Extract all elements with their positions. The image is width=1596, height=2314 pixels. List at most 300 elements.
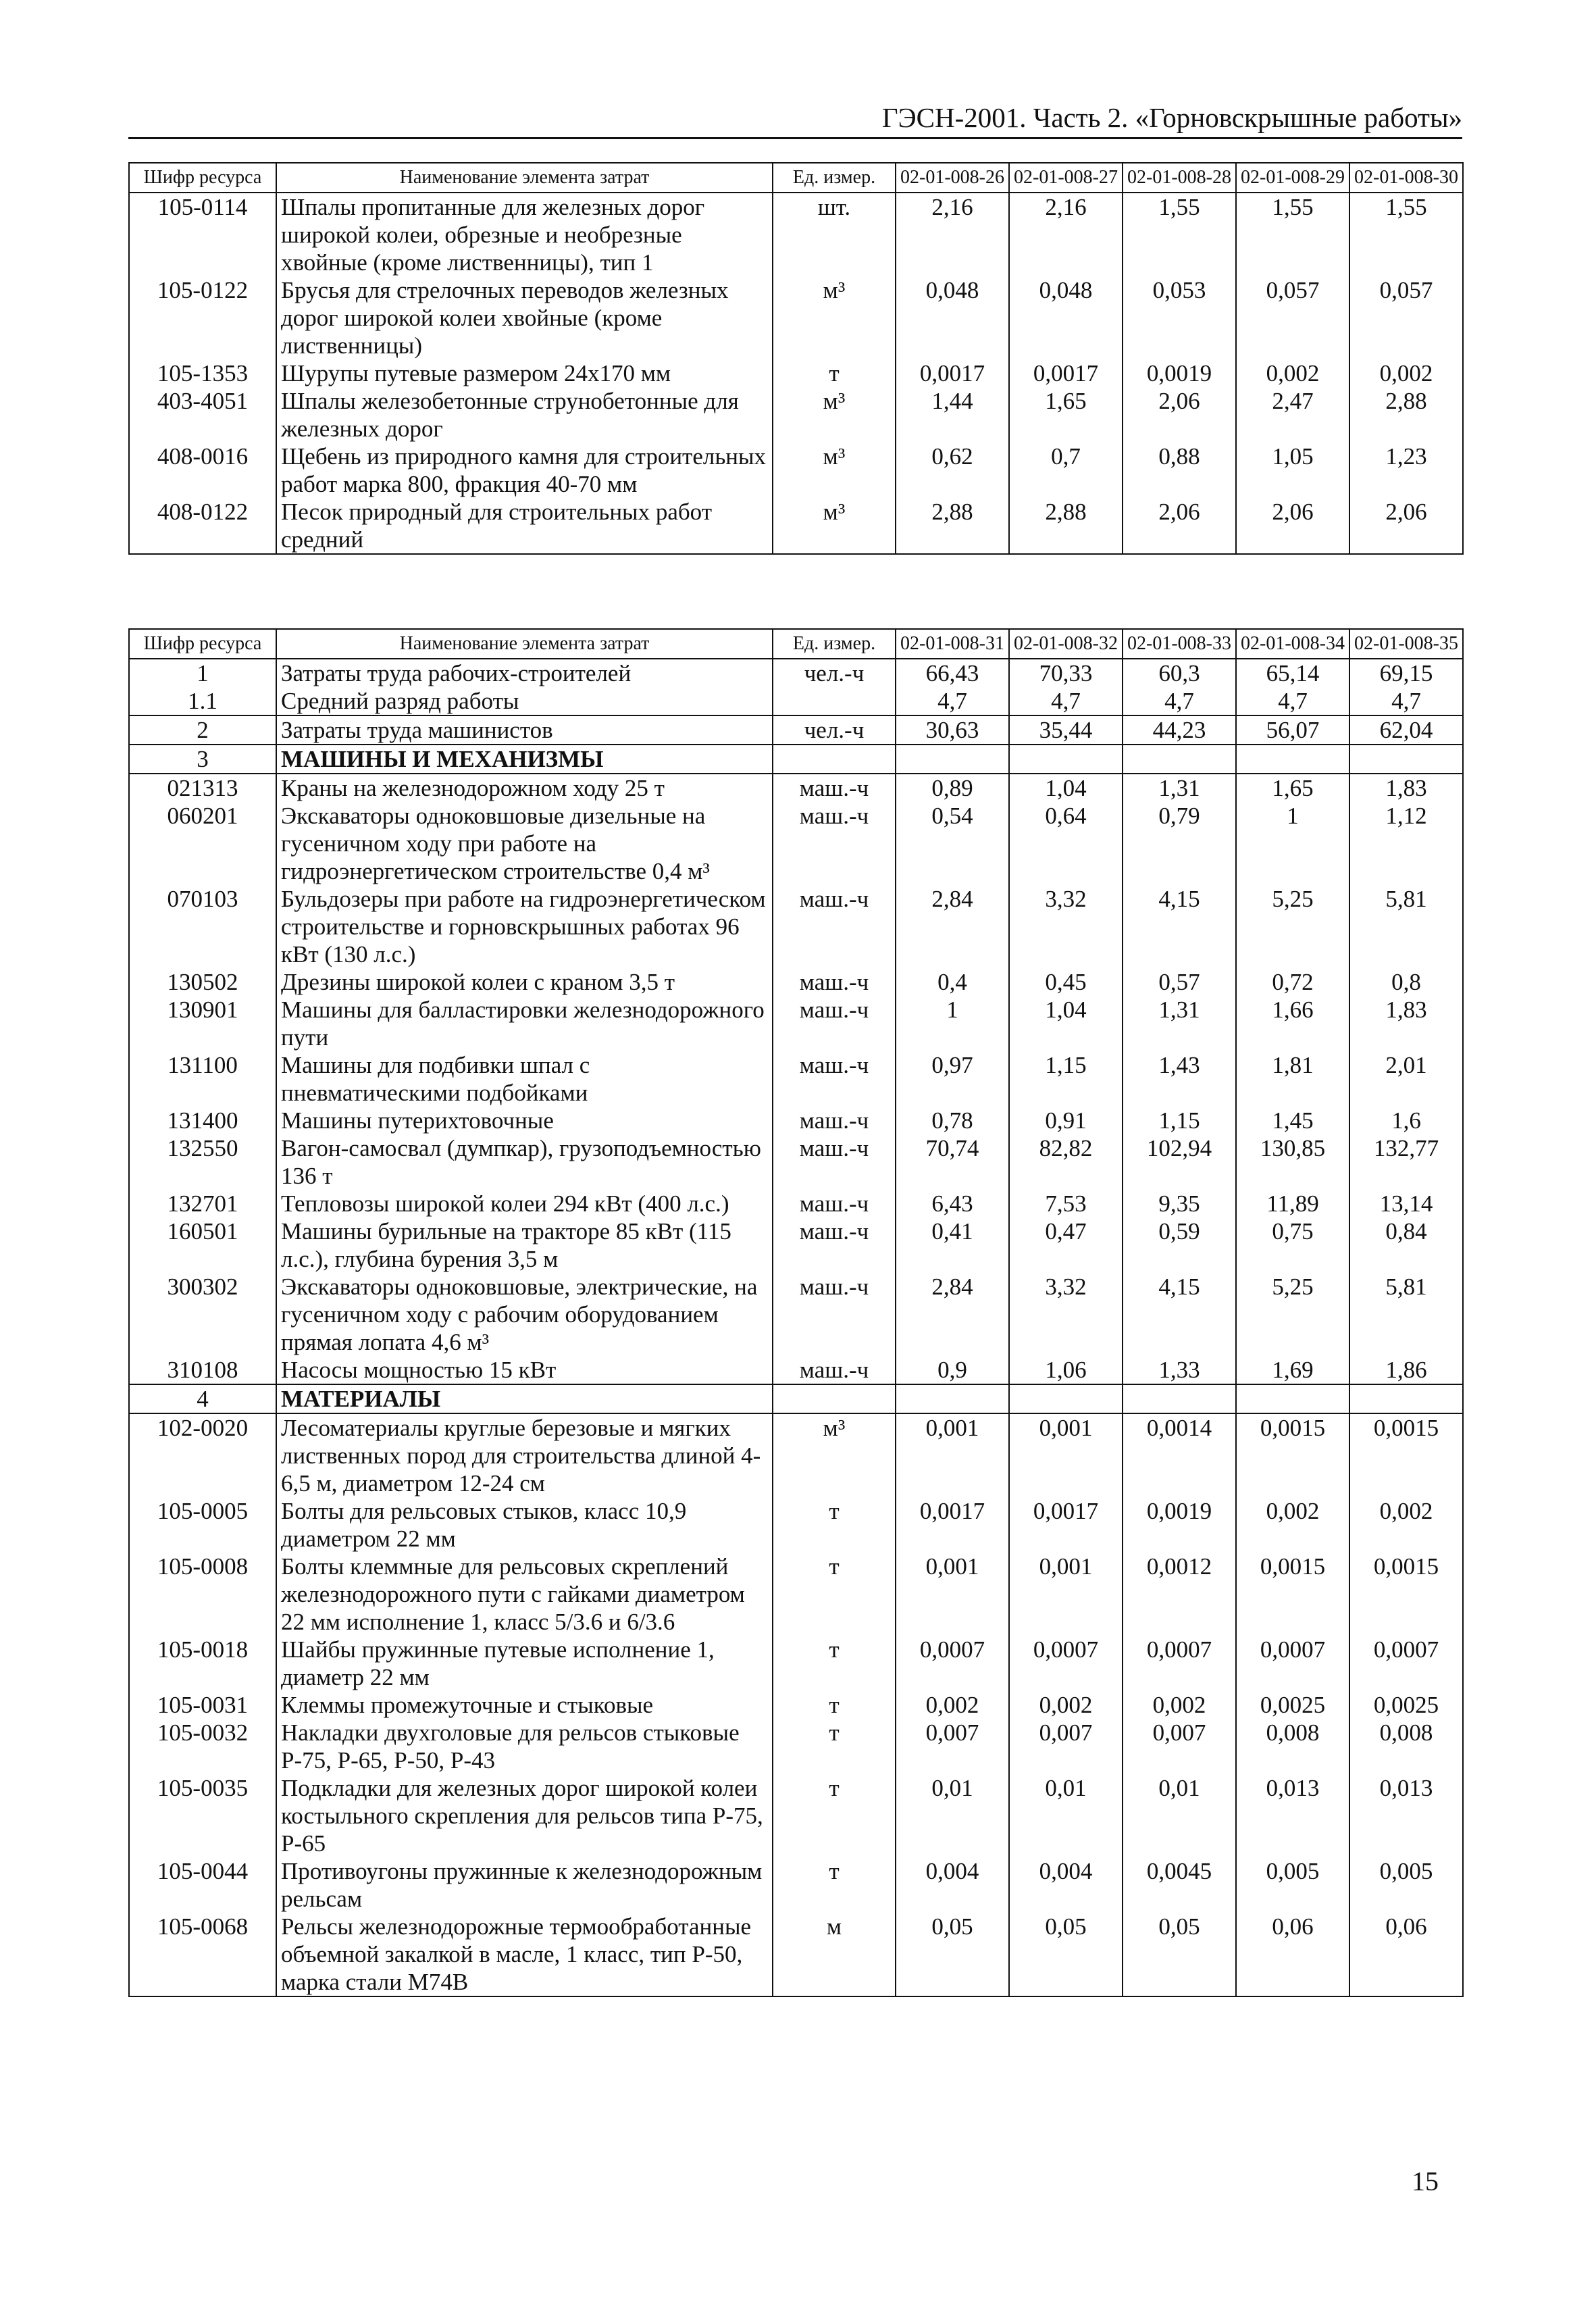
resource-value: 1,12 (1349, 802, 1463, 885)
resource-value: 2,84 (896, 1273, 1009, 1356)
resource-code: 105-0068 (129, 1913, 276, 1996)
resource-value: 0,88 (1123, 443, 1236, 498)
resource-value: 0,002 (896, 1691, 1009, 1719)
table-row (129, 443, 1463, 498)
table-row (129, 1553, 1463, 1636)
table-row (129, 359, 1463, 387)
resource-value: 60,3 (1123, 659, 1236, 687)
resource-value: 0,57 (1123, 968, 1236, 996)
resource-unit: маш.-ч (773, 774, 896, 802)
resource-value: 0,0015 (1349, 1413, 1463, 1497)
resource-value: 1,65 (1236, 774, 1349, 802)
resource-value: 0,007 (896, 1719, 1009, 1774)
resource-value: 3,32 (1009, 885, 1123, 968)
resource-value (1123, 1384, 1236, 1413)
table-row (129, 1497, 1463, 1553)
resource-value: 1,83 (1349, 774, 1463, 802)
resource-value: 0,0025 (1349, 1691, 1463, 1719)
resource-value: 7,53 (1009, 1190, 1123, 1217)
resource-code: 1.1 (129, 687, 276, 715)
resource-value: 82,82 (1009, 1134, 1123, 1190)
resource-value: 1,45 (1236, 1107, 1349, 1134)
resource-value: 0,45 (1009, 968, 1123, 996)
resource-value (1236, 745, 1349, 774)
table-row (129, 1190, 1463, 1217)
resource-code: 105-1353 (129, 359, 276, 387)
resource-value: 1,33 (1123, 1356, 1236, 1384)
header-col: 02-01-008-35 (1349, 629, 1463, 659)
table-row (129, 1913, 1463, 1996)
resource-name: Подкладки для железных дорог широкой колеи костыльного скрепления для рельсов типа Р-75, Р-65 (276, 1774, 773, 1857)
resource-code: 060201 (129, 802, 276, 885)
table-row (129, 276, 1463, 359)
resource-unit: чел.-ч (773, 715, 896, 745)
table-row (129, 1134, 1463, 1190)
table-row (129, 1691, 1463, 1719)
table-row (129, 1636, 1463, 1691)
resource-name: Насосы мощностью 15 кВт (276, 1356, 773, 1384)
resource-name: Бульдозеры при работе на гидроэнергетическом строительстве и горновскрышных работах 96 кВт (130 л.с.) (276, 885, 773, 968)
resource-value: 0,008 (1236, 1719, 1349, 1774)
resource-value: 2,88 (896, 498, 1009, 554)
resource-unit: м³ (773, 443, 896, 498)
resource-value: 1,15 (1009, 1051, 1123, 1107)
resource-value: 6,43 (896, 1190, 1009, 1217)
resource-value: 0,0007 (1236, 1636, 1349, 1691)
resource-value: 4,15 (1123, 885, 1236, 968)
resource-unit: маш.-ч (773, 1134, 896, 1190)
resource-unit: маш.-ч (773, 1190, 896, 1217)
resource-unit: т (773, 1719, 896, 1774)
resource-value: 0,8 (1349, 968, 1463, 996)
resource-unit (773, 745, 896, 774)
resource-name: Экскаваторы одноковшовые дизельные на гусеничном ходу при работе на гидроэнергетическом строительстве 0,4 м³ (276, 802, 773, 885)
resource-name: Шайбы пружинные путевые исполнение 1, диаметр 22 мм (276, 1636, 773, 1691)
resource-value: 0,002 (1349, 1497, 1463, 1553)
resource-value: 0,64 (1009, 802, 1123, 885)
resource-code: 300302 (129, 1273, 276, 1356)
resource-code: 131100 (129, 1051, 276, 1107)
resource-unit: т (773, 1774, 896, 1857)
resource-value (896, 745, 1009, 774)
resource-value: 65,14 (1236, 659, 1349, 687)
header-col: 02-01-008-29 (1236, 163, 1349, 193)
resource-value: 2,88 (1349, 387, 1463, 443)
header-col: 02-01-008-31 (896, 629, 1009, 659)
resource-value: 30,63 (896, 715, 1009, 745)
header-code: Шифр ресурса (129, 163, 276, 193)
resource-value: 0,0007 (1123, 1636, 1236, 1691)
section-row (129, 1384, 1463, 1413)
resource-name: Тепловозы широкой колеи 294 кВт (400 л.с.) (276, 1190, 773, 1217)
resource-value: 0,91 (1009, 1107, 1123, 1134)
resource-value: 0,06 (1349, 1913, 1463, 1996)
resource-value: 1,04 (1009, 774, 1123, 802)
resource-name: МАШИНЫ И МЕХАНИЗМЫ (276, 745, 773, 774)
resource-name: Вагон-самосвал (думпкар), грузоподъемностью 136 т (276, 1134, 773, 1190)
resource-value: 0,002 (1349, 359, 1463, 387)
resource-value: 4,7 (896, 687, 1009, 715)
header-code: Шифр ресурса (129, 629, 276, 659)
resource-unit: т (773, 1497, 896, 1553)
resource-value: 0,0007 (1009, 1636, 1123, 1691)
header-name: Наименование элемента затрат (276, 163, 773, 193)
resource-value: 0,05 (896, 1913, 1009, 1996)
resource-value: 44,23 (1123, 715, 1236, 745)
resource-unit (773, 1384, 896, 1413)
table-row (129, 996, 1463, 1051)
resource-value: 2,06 (1349, 498, 1463, 554)
resource-value: 0,01 (1009, 1774, 1123, 1857)
resource-code: 132701 (129, 1190, 276, 1217)
resource-name: Брусья для стрелочных переводов железных дорог широкой колеи хвойные (кроме лиственницы) (276, 276, 773, 359)
resource-name: Клеммы промежуточные и стыковые (276, 1691, 773, 1719)
table-row (129, 1356, 1463, 1384)
resource-code: 105-0044 (129, 1857, 276, 1913)
resource-value: 70,74 (896, 1134, 1009, 1190)
resource-unit: маш.-ч (773, 1356, 896, 1384)
header-col: 02-01-008-32 (1009, 629, 1123, 659)
resource-unit: маш.-ч (773, 1273, 896, 1356)
resource-unit: т (773, 359, 896, 387)
resource-code: 408-0016 (129, 443, 276, 498)
resource-code: 130901 (129, 996, 276, 1051)
resource-value: 0,005 (1236, 1857, 1349, 1913)
resource-value: 0,002 (1236, 359, 1349, 387)
resource-name: Рельсы железнодорожные термообработанные объемной закалкой в масле, 1 класс, тип Р-50, марка стали М74В (276, 1913, 773, 1996)
resource-name: Средний разряд работы (276, 687, 773, 715)
resource-unit: маш.-ч (773, 1217, 896, 1273)
resource-value: 11,89 (1236, 1190, 1349, 1217)
resource-value (1349, 1384, 1463, 1413)
resource-value: 4,15 (1123, 1273, 1236, 1356)
table-row (129, 387, 1463, 443)
resource-value: 0,002 (1009, 1691, 1123, 1719)
resource-value: 2,84 (896, 885, 1009, 968)
resource-name: Шпалы железобетонные струнобетонные для железных дорог (276, 387, 773, 443)
resource-code: 070103 (129, 885, 276, 968)
resource-value: 4,7 (1123, 687, 1236, 715)
resource-value: 0,62 (896, 443, 1009, 498)
resource-value: 0,59 (1123, 1217, 1236, 1273)
resource-unit: м³ (773, 387, 896, 443)
resource-value: 9,35 (1123, 1190, 1236, 1217)
resource-value: 132,77 (1349, 1134, 1463, 1190)
resource-value: 0,048 (1009, 276, 1123, 359)
table-row (129, 968, 1463, 996)
resource-value: 2,06 (1123, 387, 1236, 443)
resource-value: 0,004 (1009, 1857, 1123, 1913)
table-row (129, 659, 1463, 687)
resource-value: 0,0025 (1236, 1691, 1349, 1719)
resource-code: 1 (129, 659, 276, 687)
resource-value: 5,25 (1236, 885, 1349, 968)
resource-name: Шпалы пропитанные для железных дорог широкой колеи, обрезные и необрезные хвойные (кроме лиственницы), тип 1 (276, 193, 773, 276)
resource-unit: шт. (773, 193, 896, 276)
table-row (129, 1857, 1463, 1913)
resource-code: 3 (129, 745, 276, 774)
resource-value: 0,79 (1123, 802, 1236, 885)
resource-value: 0,0015 (1349, 1553, 1463, 1636)
resource-value: 0,001 (896, 1553, 1009, 1636)
resource-value: 1,55 (1349, 193, 1463, 276)
resource-value: 0,053 (1123, 276, 1236, 359)
resource-value: 0,41 (896, 1217, 1009, 1273)
resource-unit: чел.-ч (773, 659, 896, 687)
resource-name: Экскаваторы одноковшовые, электрические, на гусеничном ходу с рабочим оборудованием прямая лопата 4,6 м³ (276, 1273, 773, 1356)
resource-value: 0,0017 (896, 1497, 1009, 1553)
resource-value: 2,88 (1009, 498, 1123, 554)
resource-code: 105-0031 (129, 1691, 276, 1719)
resource-value: 69,15 (1349, 659, 1463, 687)
resource-value: 2,16 (1009, 193, 1123, 276)
resource-value: 1,44 (896, 387, 1009, 443)
resource-value: 66,43 (896, 659, 1009, 687)
resource-value (896, 1384, 1009, 1413)
table-row (129, 774, 1463, 802)
resource-value: 0,06 (1236, 1913, 1349, 1996)
resource-value: 0,0012 (1123, 1553, 1236, 1636)
resource-name: Песок природный для строительных работ средний (276, 498, 773, 554)
resource-name: Затраты труда машинистов (276, 715, 773, 745)
table-row (129, 193, 1463, 276)
resource-value: 70,33 (1009, 659, 1123, 687)
table-row (129, 1273, 1463, 1356)
resource-value: 13,14 (1349, 1190, 1463, 1217)
resource-value: 0,0015 (1236, 1553, 1349, 1636)
table-row (129, 1107, 1463, 1134)
resource-code: 132550 (129, 1134, 276, 1190)
resource-value: 4,7 (1349, 687, 1463, 715)
resource-name: Болты для рельсовых стыков, класс 10,9 диаметром 22 мм (276, 1497, 773, 1553)
resource-code: 105-0122 (129, 276, 276, 359)
header-unit: Ед. измер. (773, 629, 896, 659)
resource-value: 0,0019 (1123, 1497, 1236, 1553)
resource-unit: м³ (773, 498, 896, 554)
resource-table-2 (128, 628, 1464, 1997)
resource-unit: м³ (773, 1413, 896, 1497)
resource-value: 5,25 (1236, 1273, 1349, 1356)
resource-value: 4,7 (1236, 687, 1349, 715)
resource-value: 2,06 (1236, 498, 1349, 554)
resource-value: 0,004 (896, 1857, 1009, 1913)
resource-value: 0,4 (896, 968, 1009, 996)
resource-name: Противоугоны пружинные к железнодорожным рельсам (276, 1857, 773, 1913)
resource-code: 130502 (129, 968, 276, 996)
resource-unit: маш.-ч (773, 996, 896, 1051)
resource-unit: т (773, 1857, 896, 1913)
resource-value: 35,44 (1009, 715, 1123, 745)
resource-value: 2,16 (896, 193, 1009, 276)
resource-value: 0,72 (1236, 968, 1349, 996)
resource-value: 0,0017 (896, 359, 1009, 387)
resource-value: 1,65 (1009, 387, 1123, 443)
resource-value: 0,01 (1123, 1774, 1236, 1857)
resource-value: 1,43 (1123, 1051, 1236, 1107)
table-row (129, 1217, 1463, 1273)
table-row (129, 802, 1463, 885)
resource-code: 4 (129, 1384, 276, 1413)
resource-unit: маш.-ч (773, 968, 896, 996)
header-col: 02-01-008-33 (1123, 629, 1236, 659)
resource-name: Накладки двухголовые для рельсов стыковые Р-75, Р-65, Р-50, Р-43 (276, 1719, 773, 1774)
resource-value: 0,97 (896, 1051, 1009, 1107)
resource-value (1349, 745, 1463, 774)
resource-value: 1,31 (1123, 996, 1236, 1051)
resource-value: 0,05 (1009, 1913, 1123, 1996)
resource-value: 4,7 (1009, 687, 1123, 715)
resource-value: 1,6 (1349, 1107, 1463, 1134)
resource-value: 0,01 (896, 1774, 1009, 1857)
resource-value: 0,0007 (896, 1636, 1009, 1691)
resource-value: 0,001 (1009, 1553, 1123, 1636)
page-number: 15 (1412, 2166, 1439, 2196)
resource-value: 0,057 (1236, 276, 1349, 359)
resource-value: 0,0017 (1009, 359, 1123, 387)
resource-code: 105-0005 (129, 1497, 276, 1553)
resource-value: 0,008 (1349, 1719, 1463, 1774)
resource-code: 2 (129, 715, 276, 745)
resource-value: 0,0014 (1123, 1413, 1236, 1497)
header-name: Наименование элемента затрат (276, 629, 773, 659)
resource-name: Машины для подбивки шпал с пневматическими подбойками (276, 1051, 773, 1107)
header-rule (128, 137, 1462, 139)
resource-unit: т (773, 1553, 896, 1636)
resource-value: 1 (1236, 802, 1349, 885)
resource-value: 1,66 (1236, 996, 1349, 1051)
resource-value: 5,81 (1349, 885, 1463, 968)
resource-value: 1,23 (1349, 443, 1463, 498)
resource-code: 105-0114 (129, 193, 276, 276)
resource-name: Шурупы путевые размером 24x170 мм (276, 359, 773, 387)
resource-value: 0,005 (1349, 1857, 1463, 1913)
resource-value: 0,002 (1123, 1691, 1236, 1719)
resource-unit: маш.-ч (773, 802, 896, 885)
header-col: 02-01-008-34 (1236, 629, 1349, 659)
table-header-row (129, 163, 1463, 193)
resource-value: 0,007 (1123, 1719, 1236, 1774)
resource-value: 56,07 (1236, 715, 1349, 745)
resource-value: 0,54 (896, 802, 1009, 885)
resource-value: 0,9 (896, 1356, 1009, 1384)
resource-name: МАТЕРИАЛЫ (276, 1384, 773, 1413)
resource-value: 1,06 (1009, 1356, 1123, 1384)
resource-code: 310108 (129, 1356, 276, 1384)
resource-code: 105-0032 (129, 1719, 276, 1774)
resource-code: 408-0122 (129, 498, 276, 554)
resource-unit: маш.-ч (773, 1051, 896, 1107)
resource-name: Болты клеммные для рельсовых скреплений железнодорожного пути с гайками диаметром 22 мм исполнение 1, класс 5/3.6 и 6/3.6 (276, 1553, 773, 1636)
resource-value: 0,0017 (1009, 1497, 1123, 1553)
resource-name: Затраты труда рабочих-строителей (276, 659, 773, 687)
table-row (129, 715, 1463, 745)
resource-value: 62,04 (1349, 715, 1463, 745)
resource-value (1009, 1384, 1123, 1413)
resource-unit (773, 687, 896, 715)
table-row (129, 1413, 1463, 1497)
resource-value: 1,04 (1009, 996, 1123, 1051)
table-row (129, 687, 1463, 715)
resource-value: 0,013 (1236, 1774, 1349, 1857)
resource-name: Машины для балластировки железнодорожного пути (276, 996, 773, 1051)
resource-value: 0,048 (896, 276, 1009, 359)
table-row (129, 1051, 1463, 1107)
resource-name: Лесоматериалы круглые березовые и мягких лиственных пород для строительства длиной 4-6,5 м, диаметром 12-24 см (276, 1413, 773, 1497)
resource-value: 0,0007 (1349, 1636, 1463, 1691)
resource-code: 105-0008 (129, 1553, 276, 1636)
resource-value: 0,47 (1009, 1217, 1123, 1273)
resource-value: 0,002 (1236, 1497, 1349, 1553)
resource-name: Машины путерихтовочные (276, 1107, 773, 1134)
resource-value: 0,001 (896, 1413, 1009, 1497)
resource-value: 130,85 (1236, 1134, 1349, 1190)
resource-value: 1,81 (1236, 1051, 1349, 1107)
resource-name: Дрезины широкой колеи с краном 3,5 т (276, 968, 773, 996)
resource-table-1 (128, 162, 1464, 555)
section-row (129, 745, 1463, 774)
resource-value: 5,81 (1349, 1273, 1463, 1356)
resource-unit: м (773, 1913, 896, 1996)
resource-value: 0,001 (1009, 1413, 1123, 1497)
resource-value: 0,7 (1009, 443, 1123, 498)
resource-unit: т (773, 1636, 896, 1691)
resource-unit: маш.-ч (773, 1107, 896, 1134)
resource-name: Щебень из природного камня для строительных работ марка 800, фракция 40-70 мм (276, 443, 773, 498)
resource-code: 102-0020 (129, 1413, 276, 1497)
resource-code: 021313 (129, 774, 276, 802)
resource-value (1009, 745, 1123, 774)
resource-value: 1,55 (1123, 193, 1236, 276)
resource-value (1236, 1384, 1349, 1413)
resource-value: 1,69 (1236, 1356, 1349, 1384)
resource-code: 105-0035 (129, 1774, 276, 1857)
resource-value: 2,01 (1349, 1051, 1463, 1107)
table-row (129, 1719, 1463, 1774)
header-unit: Ед. измер. (773, 163, 896, 193)
resource-value (1123, 745, 1236, 774)
resource-unit: т (773, 1691, 896, 1719)
resource-value: 1,83 (1349, 996, 1463, 1051)
resource-code: 160501 (129, 1217, 276, 1273)
resource-value: 2,47 (1236, 387, 1349, 443)
header-col: 02-01-008-26 (896, 163, 1009, 193)
resource-value: 0,05 (1123, 1913, 1236, 1996)
table-row (129, 885, 1463, 968)
resource-value: 0,0015 (1236, 1413, 1349, 1497)
table-row (129, 1774, 1463, 1857)
table-row (129, 498, 1463, 554)
resource-value: 1,15 (1123, 1107, 1236, 1134)
resource-value: 1,05 (1236, 443, 1349, 498)
table-header-row (129, 629, 1463, 659)
header-col: 02-01-008-30 (1349, 163, 1463, 193)
resource-value: 0,84 (1349, 1217, 1463, 1273)
header-col: 02-01-008-28 (1123, 163, 1236, 193)
resource-name: Машины бурильные на тракторе 85 кВт (115 л.с.), глубина бурения 3,5 м (276, 1217, 773, 1273)
resource-value: 0,89 (896, 774, 1009, 802)
resource-value: 0,013 (1349, 1774, 1463, 1857)
resource-value: 1,31 (1123, 774, 1236, 802)
resource-value: 0,007 (1009, 1719, 1123, 1774)
resource-value: 2,06 (1123, 498, 1236, 554)
resource-value: 0,78 (896, 1107, 1009, 1134)
resource-value: 102,94 (1123, 1134, 1236, 1190)
resource-code: 131400 (129, 1107, 276, 1134)
resource-value: 0,0019 (1123, 359, 1236, 387)
resource-name: Краны на железнодорожном ходу 25 т (276, 774, 773, 802)
resource-value: 1,55 (1236, 193, 1349, 276)
resource-value: 0,0045 (1123, 1857, 1236, 1913)
